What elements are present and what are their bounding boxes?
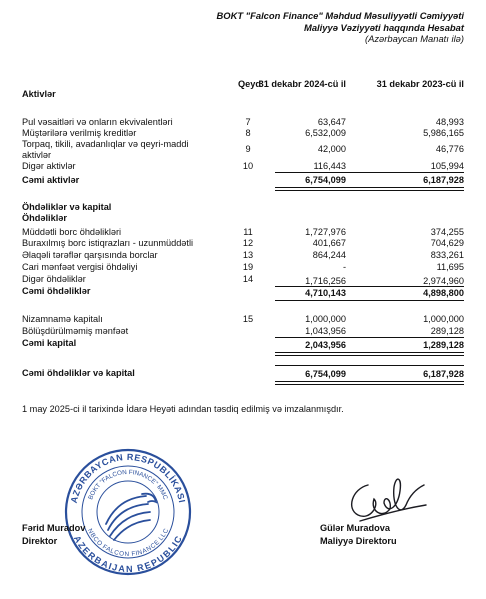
svg-text:BOKT "FALCON FINANCE" MMC	[87, 469, 169, 501]
row-cy: 401,667	[312, 238, 346, 248]
row-py: 833,261	[430, 250, 464, 260]
row-label: Cari mənfəət vergisi öhdəliyi	[22, 262, 138, 272]
row-cy: -	[342, 262, 346, 272]
row-cy: 42,000	[317, 144, 346, 154]
falcon-emblem-icon	[106, 494, 156, 540]
row-note: 9	[245, 144, 251, 154]
statement-title: Maliyyə Vəziyyəti haqqında Hesabat	[304, 21, 464, 33]
row-cy: 1,727,976	[305, 227, 346, 237]
subtotal-rule	[275, 365, 464, 366]
stamp-inner-top: BOKT "FALCON FINANCE" MMC	[87, 468, 169, 501]
total-label: Cəmi öhdəliklər	[22, 286, 91, 296]
total-label: Cəmi kapital	[22, 338, 77, 348]
row-py: 46,776	[435, 144, 464, 154]
row-cy: 63,647	[317, 117, 346, 127]
row-label-cont: aktivlər	[22, 150, 52, 160]
row-label: Digər öhdəliklər	[22, 274, 86, 284]
row-py: 1,000,000	[423, 314, 464, 324]
row-note: 10	[242, 161, 254, 171]
total-double-rule	[275, 352, 464, 356]
stamp-inner-bottom: NBCO FALCON FINANCE LLC	[85, 527, 171, 559]
grand-total-py: 6,187,928	[423, 369, 464, 379]
row-label: Müddətli borc öhdəlikləri	[22, 227, 122, 237]
row-py: 289,128	[430, 326, 464, 336]
row-cy: 116,443	[313, 161, 346, 171]
row-py: 11,695	[436, 262, 464, 272]
total-double-rule	[275, 381, 464, 385]
row-cy: 1,000,000	[305, 314, 346, 324]
row-note: 19	[242, 262, 254, 272]
row-note: 13	[242, 250, 254, 260]
row-note: 8	[245, 128, 251, 138]
row-label: Torpaq, tikili, avadanlıqlar və qeyri-maddi	[22, 139, 189, 149]
total-cy: 6,754,099	[305, 175, 346, 185]
liabilities-equity-title: Öhdəliklər və kapital	[22, 202, 112, 212]
row-cy: 1,716,256	[305, 276, 346, 286]
report-header	[217, 10, 464, 45]
row-label: Müştərilərə verilmiş kreditlər	[22, 128, 137, 138]
row-note: 15	[242, 314, 254, 324]
row-label: Buraxılmış borc istiqrazları - uzunmüddətli	[22, 238, 194, 248]
row-py: 704,629	[430, 238, 464, 248]
company-stamp	[62, 446, 194, 578]
approval-statement: 1 may 2025-ci il tarixində İdarə Heyəti adından təsdiq edilmiş və imzalanmışdır.	[22, 404, 344, 414]
finance-director-name: Gülər Muradova	[320, 523, 390, 533]
row-py: 5,986,165	[423, 128, 464, 138]
subtotal-rule	[275, 286, 464, 287]
total-cy: 4,710,143	[305, 288, 346, 298]
total-py: 6,187,928	[423, 175, 464, 185]
row-py: 48,993	[435, 117, 464, 127]
row-py: 105,994	[430, 161, 464, 171]
total-double-rule	[275, 187, 464, 191]
row-note: 7	[245, 117, 251, 127]
finance-director-title: Maliyyə Direktoru	[320, 536, 397, 546]
stamp-outer-top: AZƏRBAYCAN RESPUBLİKASI	[68, 451, 188, 505]
col-cy-header: 31 dekabr 2024-cü il	[258, 79, 346, 89]
svg-text:AZƏRBAYCAN RESPUBLİKASI	[69, 452, 187, 504]
assets-title: Aktivlər	[22, 89, 56, 99]
row-label: Digər aktivlər	[22, 161, 76, 171]
liabilities-subtitle: Öhdəliklər	[22, 213, 67, 223]
stamp-outer-bottom: AZERBAIJAN REPUBLIC	[71, 533, 185, 575]
total-cy: 2,043,956	[305, 340, 346, 350]
director-title: Direktor	[22, 536, 58, 546]
row-note: 14	[242, 274, 254, 284]
row-cy: 864,244	[312, 250, 346, 260]
total-py: 1,289,128	[423, 340, 464, 350]
row-note: 12	[242, 238, 254, 248]
row-label: Pul vəsaitləri və onların ekvivalentləri	[22, 117, 173, 127]
grand-total-cy: 6,754,099	[305, 369, 346, 379]
currency-note: (Azərbaycan Manatı ilə)	[364, 33, 464, 44]
row-label: Əlaqəli tərəflər qarşısında borclar	[22, 250, 158, 260]
col-note-header: Qeyd	[238, 79, 261, 89]
grand-total-label: Cəmi öhdəliklər və kapital	[22, 368, 135, 378]
row-label: Bölüşdürülməmiş mənfəət	[22, 326, 129, 336]
row-cy: 6,532,009	[305, 128, 346, 138]
col-py-header: 31 dekabr 2023-cü il	[376, 79, 464, 89]
director-name: Fərid Muradov	[22, 523, 86, 533]
company-name: BOKT "Falcon Finance" Məhdud Məsuliyyətli Cəmiyyəti	[216, 10, 464, 21]
row-py: 2,974,960	[423, 276, 464, 286]
total-rule	[275, 300, 464, 301]
subtotal-rule	[275, 172, 464, 173]
row-note: 11	[243, 227, 253, 237]
total-label: Cəmi aktivlər	[22, 175, 80, 185]
subtotal-rule	[275, 337, 464, 338]
row-py: 374,255	[430, 227, 464, 237]
total-py: 4,898,800	[423, 288, 464, 298]
row-cy: 1,043,956	[305, 326, 346, 336]
row-label: Nizamnamə kapitalı	[22, 314, 103, 324]
